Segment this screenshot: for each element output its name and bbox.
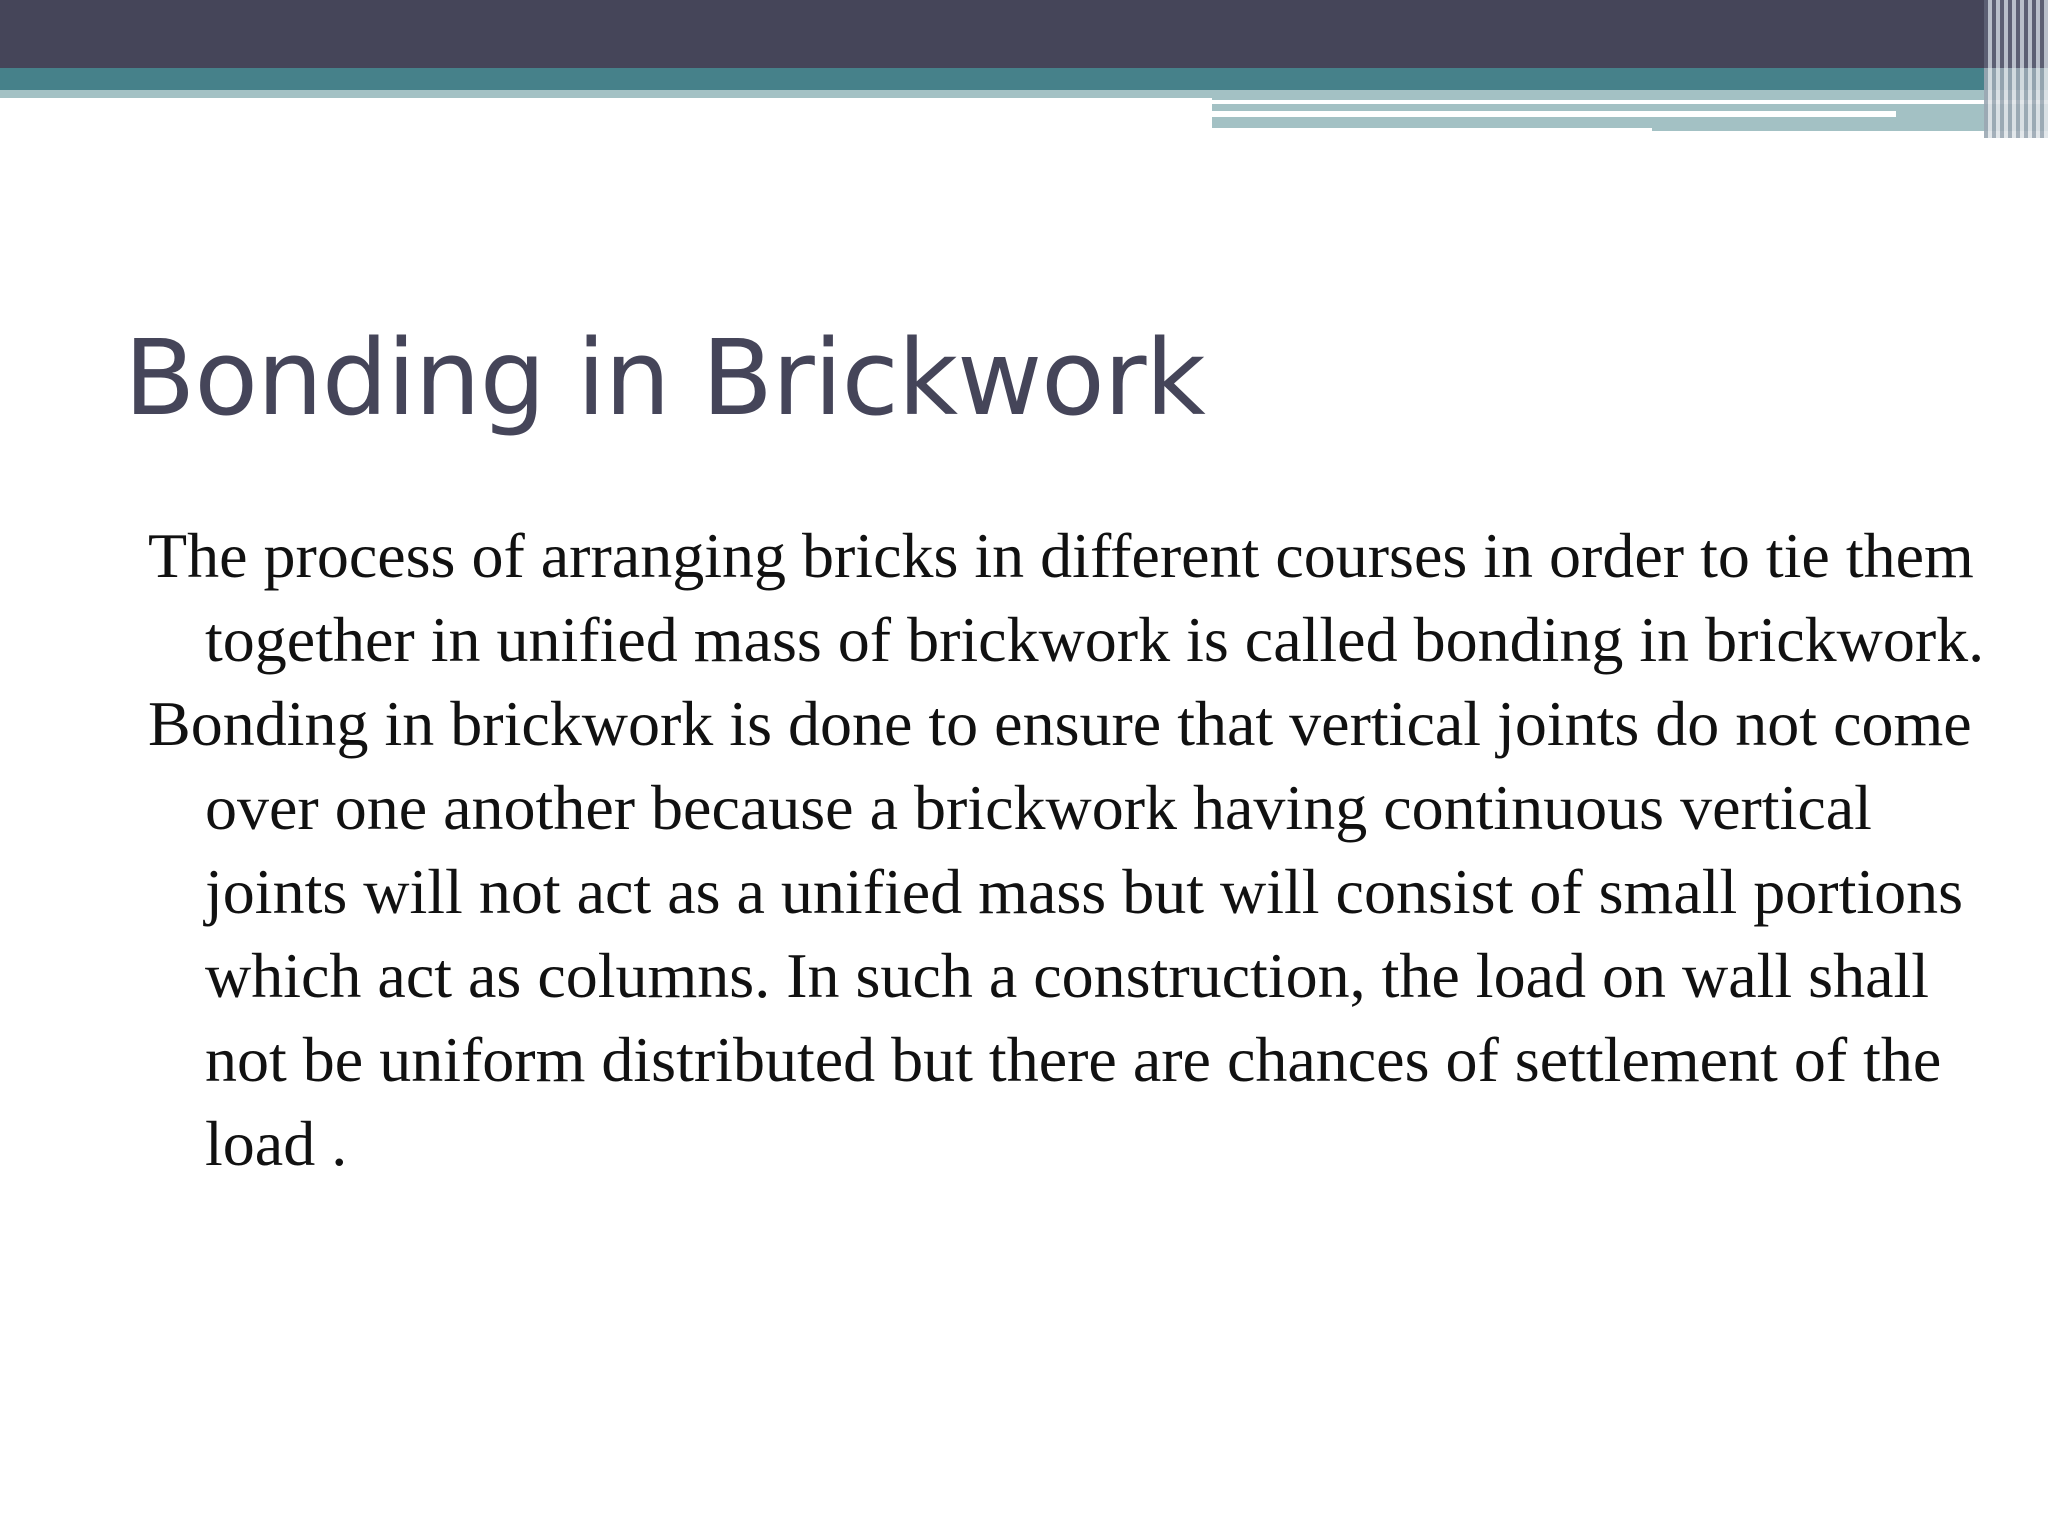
body-paragraph: The process of arranging bricks in different courses in order to tie them together in unified mass of brickwork is called bonding in brickwork.	[148, 520, 1985, 675]
header-accent-line	[1212, 128, 1652, 138]
corner-stripes	[1984, 0, 2048, 68]
body-paragraph: Bonding in brickwork is done to ensure that vertical joints do not come over one another because a brickwork having continuous vertical joints will not act as a unified mass but will consist of small portions which act as columns. In such a construction, the load on wall shall not be uniform distributed but there are chances of settlement of the load .	[148, 688, 1972, 1179]
header-dark-bar	[0, 0, 2048, 68]
slide-title: Bonding in Brickwork	[124, 317, 1205, 439]
header-light-bar	[0, 90, 1212, 98]
header-teal-bar	[0, 68, 2048, 90]
header-accent-line	[1212, 111, 1896, 117]
header-accent-line	[1212, 100, 2048, 104]
slide-body	[148, 514, 2018, 1186]
